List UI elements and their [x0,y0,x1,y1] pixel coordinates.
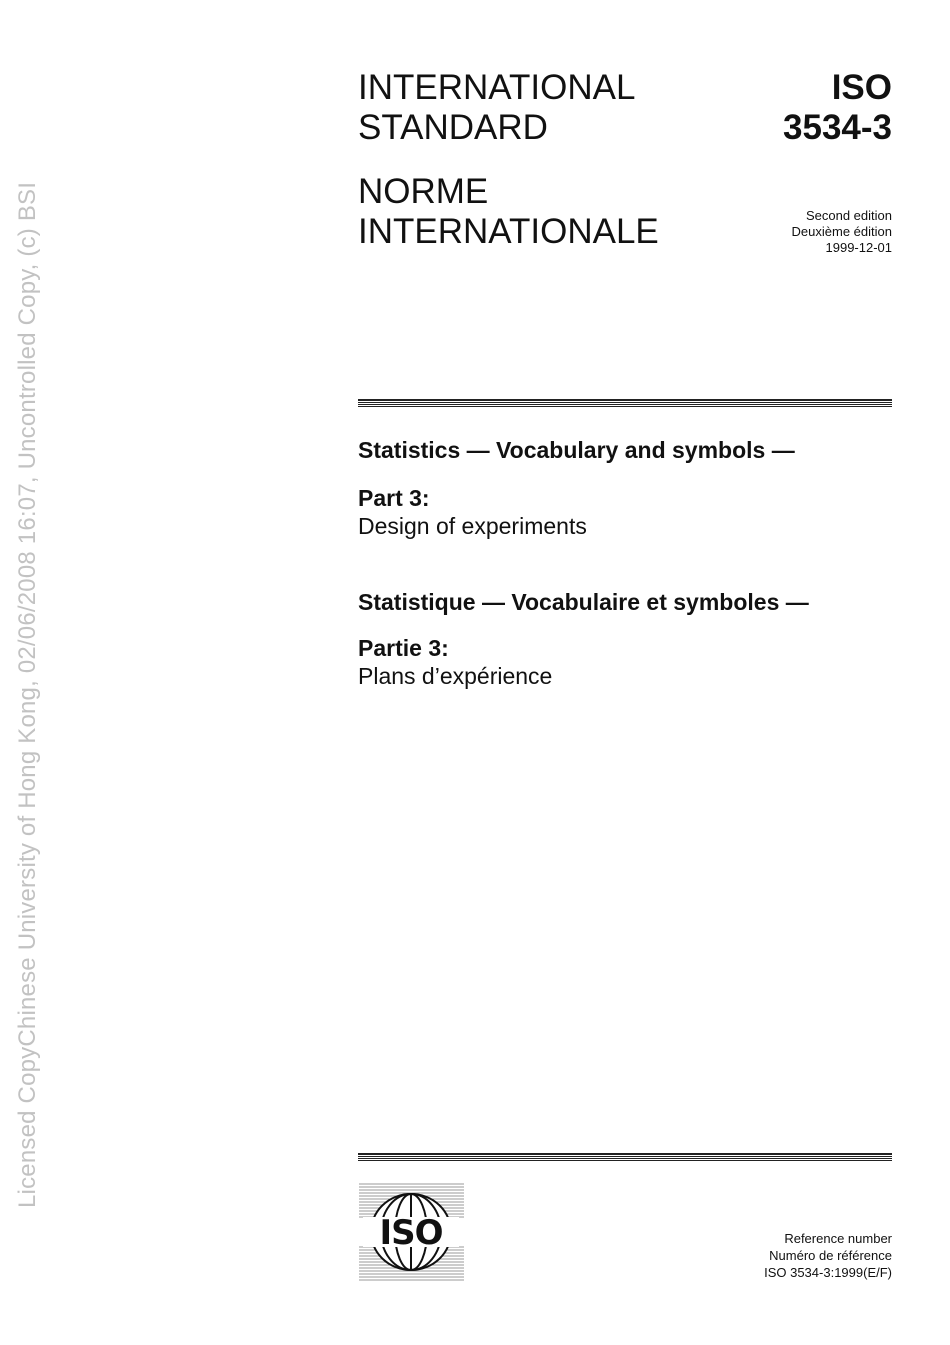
header-line-3: NORME [358,172,489,211]
french-part [358,634,552,690]
standard-prefix: ISO [831,68,892,107]
french-main-title: Statistique — Vocabulaire et symboles — [358,589,809,615]
reference-number: ISO 3534-3:1999(E/F) [764,1265,892,1280]
header-line-4: INTERNATIONALE [358,212,659,251]
title-norme-internationale [358,172,659,252]
french-title [358,588,809,616]
reference-label-en: Reference number [784,1231,892,1246]
iso-logo [359,1182,464,1282]
english-title [358,436,795,464]
english-main-title: Statistics — Vocabulary and symbols — [358,437,795,463]
standard-number [783,68,892,148]
edition-info [792,208,892,256]
watermark: Licensed CopyChinese University of Hong Kong, 02/06/2008 16:07, Uncontrolled Copy, (c) BSI [14,181,41,1208]
standard-code: 3534-3 [783,108,892,147]
french-subtitle: Plans d’expérience [358,663,553,689]
reference-label-fr: Numéro de référence [769,1248,892,1263]
header-line-1: INTERNATIONAL [358,68,636,107]
title-international-standard [358,68,635,148]
header-line-2: STANDARD [358,108,548,147]
english-part-label: Part 3: [358,485,430,511]
english-part [358,484,587,540]
edition-fr: Deuxième édition [791,224,892,239]
edition-en: Second edition [805,208,892,223]
top-divider [358,399,892,407]
edition-date: 1999-12-01 [825,240,892,255]
iso-logo-text: ISO [379,1213,443,1253]
french-part-label: Partie 3: [358,635,449,661]
english-subtitle: Design of experiments [358,513,587,539]
bottom-divider [358,1153,892,1161]
reference-block [764,1230,892,1281]
